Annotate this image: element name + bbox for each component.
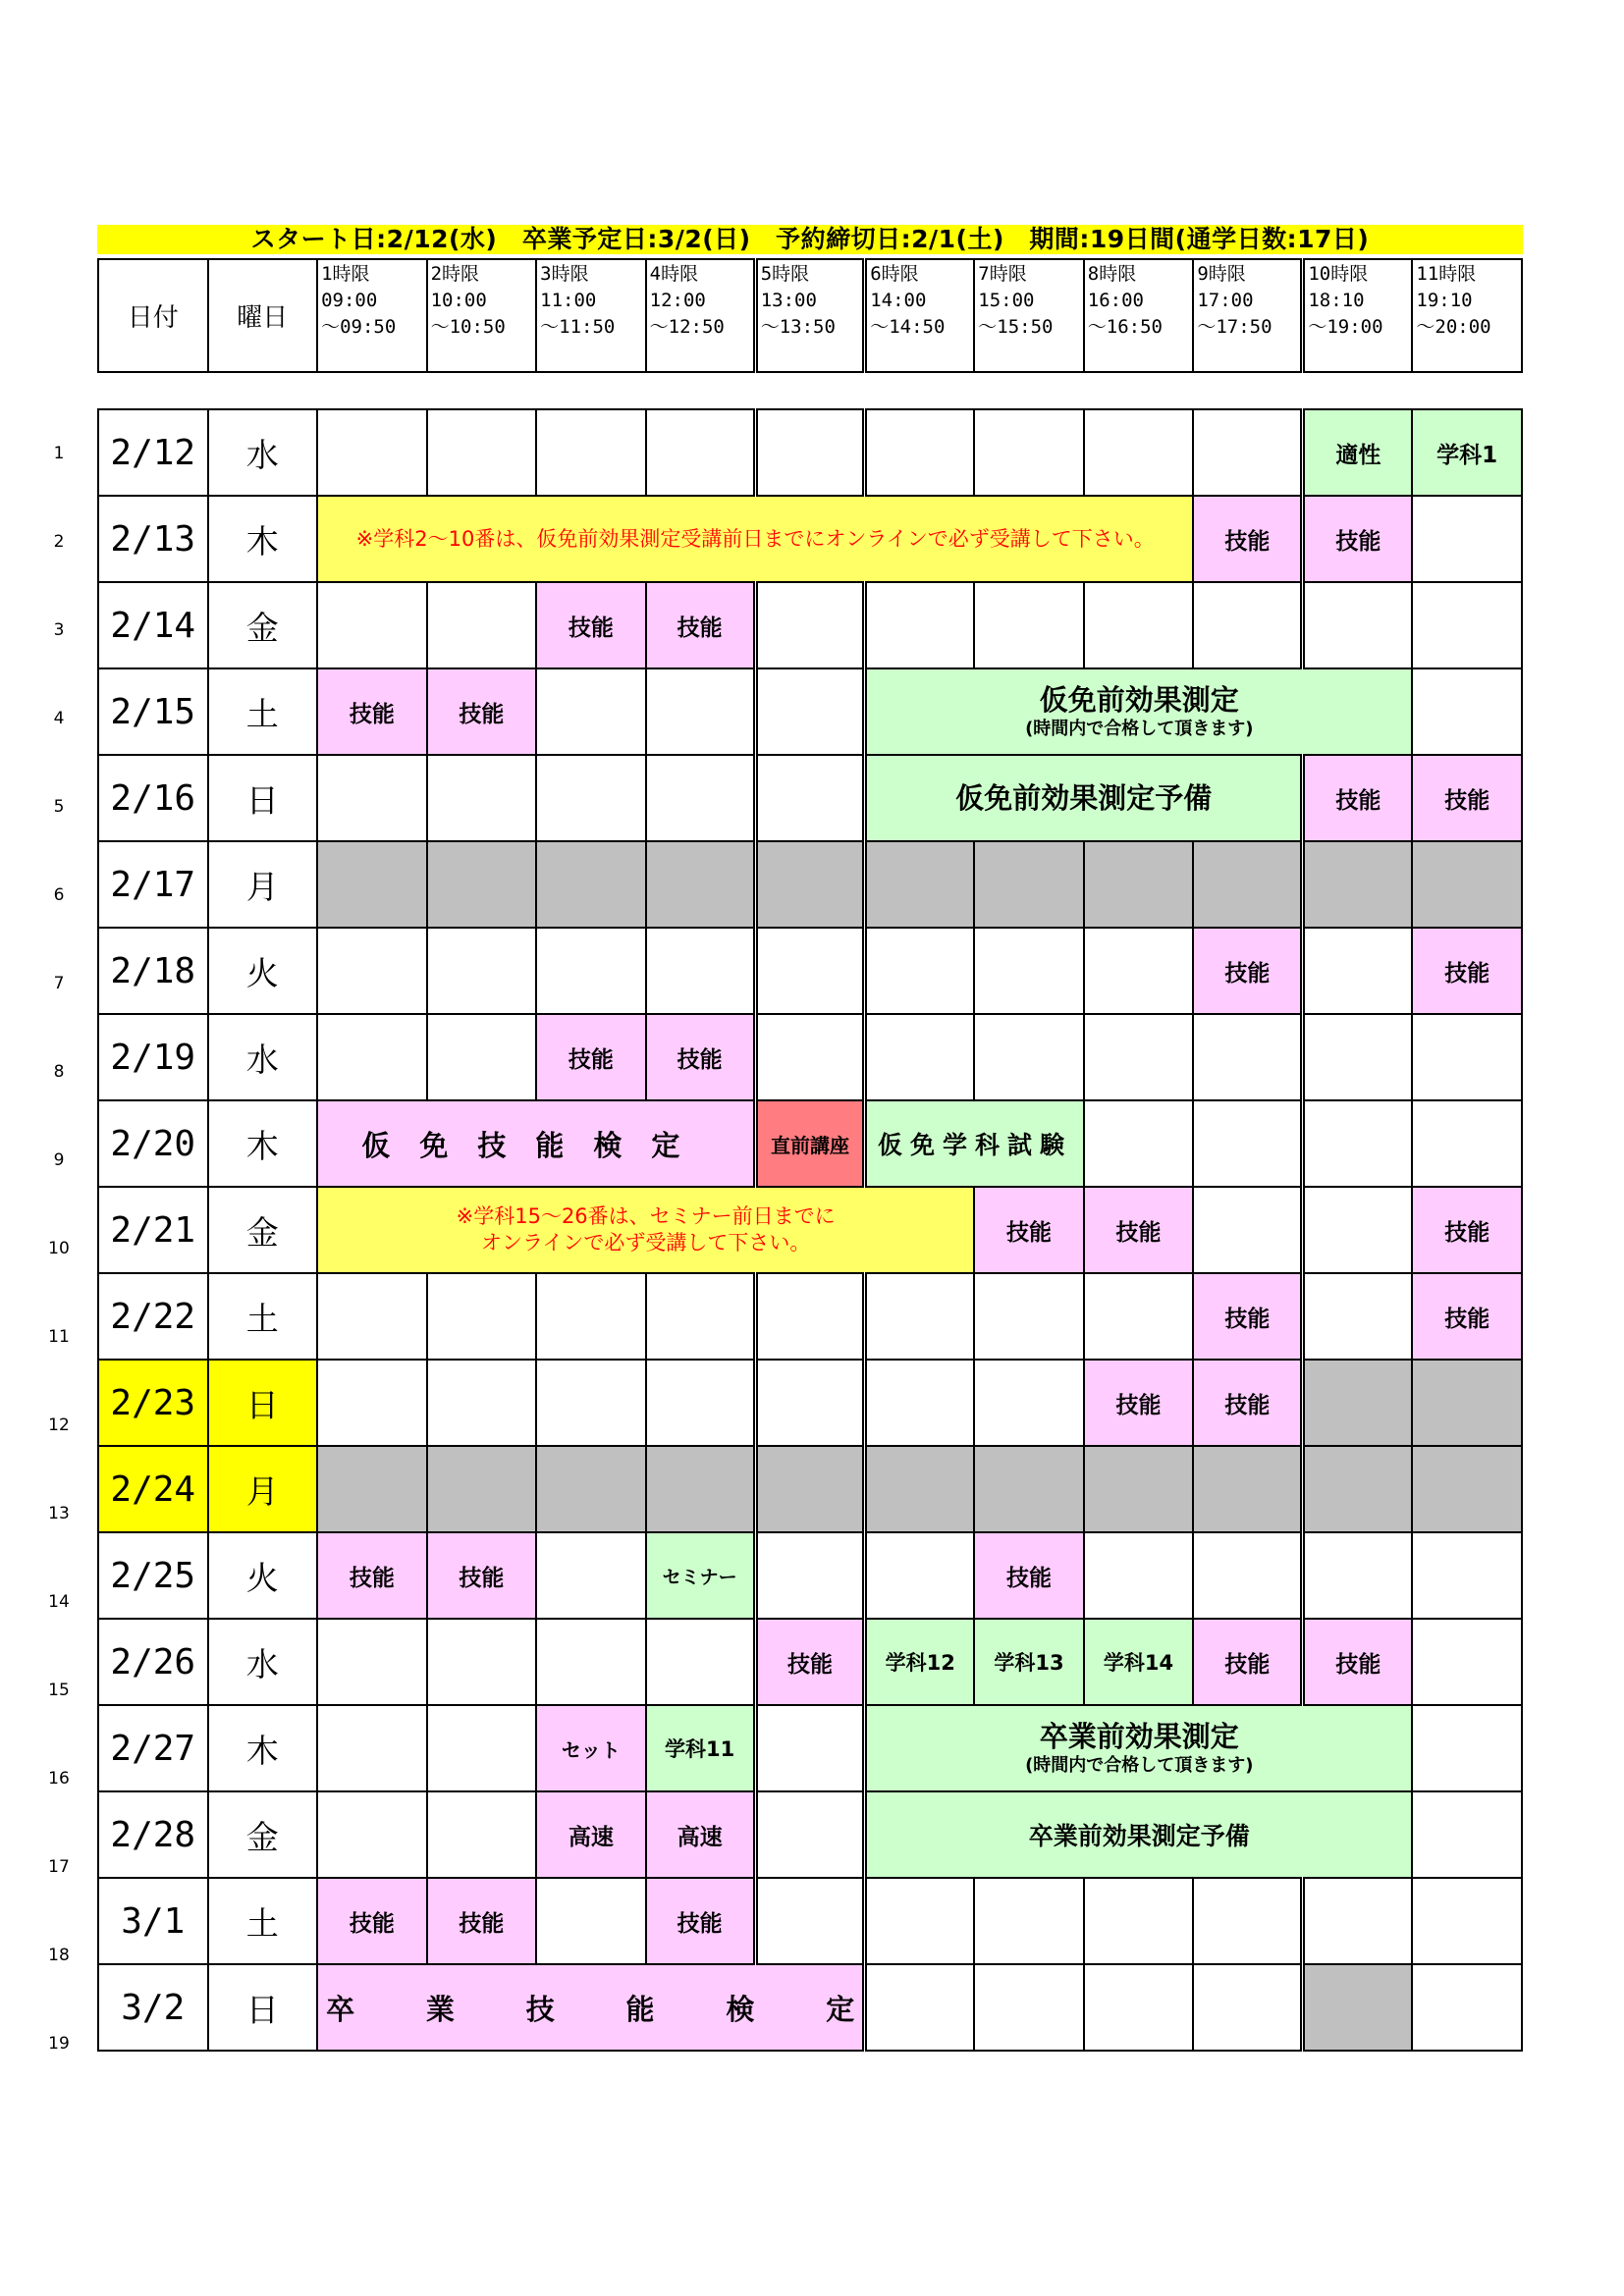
kousoku-slot[interactable]: 高速 xyxy=(646,1791,756,1878)
chokuzen-lecture[interactable]: 直前講座 xyxy=(755,1100,865,1187)
dow-cell: 土 xyxy=(208,1878,318,1964)
closed-slot xyxy=(974,1446,1084,1532)
slot-cell[interactable] xyxy=(1303,1187,1413,1273)
date-cell: 2/27 xyxy=(98,1705,208,1791)
row-number: 1 xyxy=(53,444,65,463)
slot-cell[interactable] xyxy=(536,668,646,755)
table-row xyxy=(98,1964,1522,2051)
closed-slot xyxy=(1412,1360,1522,1446)
dow-cell: 日 xyxy=(208,1964,318,2051)
slot-cell[interactable] xyxy=(755,1273,865,1360)
slot-cell[interactable] xyxy=(974,1273,1084,1360)
row-number: 14 xyxy=(48,1592,70,1612)
row-number: 10 xyxy=(48,1239,70,1258)
table-row xyxy=(98,928,1522,1014)
sotsugyo-effect-test-title: 卒業前効果測定 xyxy=(1039,1720,1239,1753)
row-number: 15 xyxy=(48,1681,70,1700)
slot-cell[interactable] xyxy=(755,1705,865,1791)
closed-slot xyxy=(1193,1446,1303,1532)
sotsugyo-skill-exam-label xyxy=(318,1988,862,2028)
slot-cell[interactable] xyxy=(974,1964,1084,2051)
row-number: 17 xyxy=(48,1857,70,1877)
row-number: 4 xyxy=(53,709,65,728)
table-row xyxy=(98,1100,1522,1187)
ginou-slot[interactable]: 技能 xyxy=(646,582,756,668)
dow-cell: 月 xyxy=(208,841,318,928)
exam-label-char: 定 xyxy=(826,1992,855,2026)
slot-cell[interactable] xyxy=(317,1705,427,1791)
gakka-slot[interactable]: 学科14 xyxy=(1084,1619,1194,1705)
row-number: 13 xyxy=(48,1504,70,1523)
slot-cell[interactable] xyxy=(1412,1878,1522,1964)
slot-cell[interactable] xyxy=(1303,1273,1413,1360)
karimen-skill-exam[interactable]: 仮免技能検定 xyxy=(317,1100,755,1187)
dow-cell: 火 xyxy=(208,1532,318,1619)
table-row xyxy=(98,755,1522,841)
table-row xyxy=(98,1791,1522,1878)
row-number: 16 xyxy=(48,1769,70,1789)
slot-cell[interactable] xyxy=(1084,1878,1194,1964)
slot-cell[interactable] xyxy=(317,1273,427,1360)
schedule-banner: スタート日:2/12(水) 卒業予定日:3/2(日) 予約締切日:2/1(土) 期間:19日間(通学日数:17日) xyxy=(97,225,1523,254)
slot-cell[interactable] xyxy=(755,582,865,668)
karimen-effect-test-title: 仮免前効果測定 xyxy=(1039,683,1239,717)
dow-cell: 金 xyxy=(208,582,318,668)
slot-cell[interactable] xyxy=(1193,1100,1303,1187)
online-notice-1: ※学科2～10番は、仮免前効果測定受講前日までにオンラインで必ず受講して下さい。 xyxy=(317,496,1193,582)
row-number: 19 xyxy=(48,2034,70,2054)
period-3-header: 3時限 11:00 ～11:50 xyxy=(536,259,646,372)
row-number: 11 xyxy=(48,1327,70,1347)
slot-cell[interactable] xyxy=(755,755,865,841)
slot-cell[interactable] xyxy=(427,1619,537,1705)
slot-cell[interactable] xyxy=(1303,1014,1413,1100)
online-notice-2: ※学科15～26番は、セミナー前日までに オンラインで必ず受講して下さい。 xyxy=(317,1187,974,1273)
exam-label-char: 検 xyxy=(726,1992,755,2026)
ginou-slot[interactable]: 技能 xyxy=(646,1014,756,1100)
ginou-slot[interactable]: 技能 xyxy=(1303,496,1413,582)
slot-cell[interactable] xyxy=(1303,1100,1413,1187)
period-8-header: 8時限 16:00 ～16:50 xyxy=(1084,259,1194,372)
row-number: 3 xyxy=(53,620,65,640)
slot-cell[interactable] xyxy=(1193,1014,1303,1100)
gakka-slot[interactable]: 学科12 xyxy=(865,1619,975,1705)
exam-label-char: 技 xyxy=(525,1992,555,2026)
slot-cell[interactable] xyxy=(1084,1964,1194,2051)
exam-label-char: 業 xyxy=(425,1992,455,2026)
karimen-effect-reserve[interactable]: 仮免前効果測定予備 xyxy=(865,755,1303,841)
slot-cell[interactable] xyxy=(317,409,427,496)
ginou-slot[interactable]: 技能 xyxy=(317,668,427,755)
slot-cell[interactable] xyxy=(536,928,646,1014)
slot-cell[interactable] xyxy=(536,755,646,841)
table-row xyxy=(98,1187,1522,1273)
slot-cell[interactable] xyxy=(755,928,865,1014)
period-header-table xyxy=(97,258,1523,373)
slot-cell[interactable] xyxy=(1303,928,1413,1014)
slot-cell[interactable] xyxy=(427,409,537,496)
ginou-slot[interactable]: 技能 xyxy=(974,1532,1084,1619)
slot-cell[interactable] xyxy=(1412,668,1522,755)
closed-slot xyxy=(755,1446,865,1532)
ginou-slot[interactable]: 技能 xyxy=(1412,755,1522,841)
slot-cell[interactable] xyxy=(427,1014,537,1100)
ginou-slot[interactable]: 技能 xyxy=(317,1878,427,1964)
ginou-slot[interactable]: 技能 xyxy=(536,1014,646,1100)
ginou-slot[interactable]: 技能 xyxy=(1303,755,1413,841)
slot-cell[interactable] xyxy=(755,409,865,496)
period-5-header: 5時限 13:00 ～13:50 xyxy=(755,259,865,372)
dow-cell: 水 xyxy=(208,1014,318,1100)
row-number: 12 xyxy=(48,1415,70,1435)
date-cell: 2/28 xyxy=(98,1791,208,1878)
slot-cell[interactable] xyxy=(865,1532,975,1619)
date-cell: 3/2 xyxy=(98,1964,208,2051)
closed-slot xyxy=(1412,1446,1522,1532)
slot-cell[interactable] xyxy=(755,1791,865,1878)
slot-cell[interactable] xyxy=(974,582,1084,668)
slot-cell[interactable] xyxy=(1193,1964,1303,2051)
dow-cell: 木 xyxy=(208,496,318,582)
slot-cell[interactable] xyxy=(427,1791,537,1878)
ginou-slot[interactable]: 技能 xyxy=(427,1878,537,1964)
ginou-slot[interactable]: 技能 xyxy=(427,668,537,755)
ginou-slot[interactable]: 技能 xyxy=(1193,1360,1303,1446)
closed-slot xyxy=(865,1446,975,1532)
closed-slot xyxy=(1303,1446,1413,1532)
closed-slot xyxy=(317,841,427,928)
karimen-effect-test-note: (時間内で合格して頂きます) xyxy=(1025,719,1254,739)
closed-slot xyxy=(755,841,865,928)
row-number: 18 xyxy=(48,1946,70,1965)
exam-label-char: 能 xyxy=(625,1992,655,2026)
date-cell: 2/14 xyxy=(98,582,208,668)
slot-cell[interactable] xyxy=(646,755,756,841)
date-cell: 2/21 xyxy=(98,1187,208,1273)
slot-cell[interactable] xyxy=(646,928,756,1014)
slot-cell[interactable] xyxy=(1412,1100,1522,1187)
col-date-header: 日付 xyxy=(98,259,208,372)
tekisei-slot[interactable]: 適性 xyxy=(1303,409,1413,496)
karimen-effect-test[interactable] xyxy=(865,668,1413,755)
period-10-header: 10時限 18:10 ～19:00 xyxy=(1303,259,1413,372)
slot-cell[interactable] xyxy=(317,928,427,1014)
closed-slot xyxy=(1193,841,1303,928)
date-cell: 2/16 xyxy=(98,755,208,841)
gakka-slot[interactable]: 学科11 xyxy=(646,1705,756,1791)
table-row xyxy=(98,1273,1522,1360)
slot-cell[interactable] xyxy=(974,928,1084,1014)
dow-cell: 月 xyxy=(208,1446,318,1532)
slot-cell[interactable] xyxy=(974,409,1084,496)
ginou-slot[interactable]: 技能 xyxy=(1084,1360,1194,1446)
closed-slot xyxy=(317,1446,427,1532)
ginou-slot[interactable]: 技能 xyxy=(1193,1273,1303,1360)
slot-cell[interactable] xyxy=(646,1619,756,1705)
date-cell: 2/13 xyxy=(98,496,208,582)
ginou-slot[interactable]: 技能 xyxy=(755,1619,865,1705)
col-dow-header: 曜日 xyxy=(208,259,318,372)
dow-cell: 木 xyxy=(208,1100,318,1187)
closed-slot xyxy=(1084,1446,1194,1532)
closed-slot xyxy=(1412,841,1522,928)
date-cell: 2/17 xyxy=(98,841,208,928)
slot-cell[interactable] xyxy=(1084,582,1194,668)
slot-cell[interactable] xyxy=(317,582,427,668)
row-number: 5 xyxy=(53,797,65,817)
period-11-header: 11時限 19:10 ～20:00 xyxy=(1412,259,1522,372)
karimen-written-exam[interactable]: 仮免学科試験 xyxy=(865,1100,1084,1187)
slot-cell[interactable] xyxy=(865,1878,975,1964)
slot-cell[interactable] xyxy=(1412,1791,1522,1878)
slot-cell[interactable] xyxy=(1412,1705,1522,1791)
slot-cell[interactable] xyxy=(865,582,975,668)
sotsugyo-skill-exam[interactable] xyxy=(317,1964,865,2051)
slot-cell[interactable] xyxy=(427,1705,537,1791)
slot-cell[interactable] xyxy=(427,928,537,1014)
period-6-header: 6時限 14:00 ～14:50 xyxy=(865,259,975,372)
slot-cell[interactable] xyxy=(755,1532,865,1619)
ginou-slot[interactable]: 技能 xyxy=(1303,1619,1413,1705)
closed-slot xyxy=(1303,1360,1413,1446)
slot-cell[interactable] xyxy=(427,582,537,668)
slot-cell[interactable] xyxy=(317,1014,427,1100)
dow-cell: 水 xyxy=(208,1619,318,1705)
sotsugyo-effect-reserve[interactable]: 卒業前効果測定予備 xyxy=(865,1791,1413,1878)
closed-slot xyxy=(646,841,756,928)
sotsugyo-effect-test[interactable] xyxy=(865,1705,1413,1791)
slot-cell[interactable] xyxy=(865,1273,975,1360)
date-cell: 2/23 xyxy=(98,1360,208,1446)
ginou-slot[interactable]: 技能 xyxy=(1412,928,1522,1014)
set-slot[interactable]: セット xyxy=(536,1705,646,1791)
ginou-slot[interactable]: 技能 xyxy=(1193,928,1303,1014)
dow-cell: 日 xyxy=(208,1360,318,1446)
date-cell: 2/25 xyxy=(98,1532,208,1619)
slot-cell[interactable] xyxy=(536,1619,646,1705)
slot-cell[interactable] xyxy=(865,409,975,496)
slot-cell[interactable] xyxy=(536,1360,646,1446)
slot-cell[interactable] xyxy=(646,1360,756,1446)
ginou-slot[interactable]: 技能 xyxy=(1412,1273,1522,1360)
dow-cell: 土 xyxy=(208,1273,318,1360)
date-cell: 2/20 xyxy=(98,1100,208,1187)
slot-cell[interactable] xyxy=(1084,1014,1194,1100)
slot-cell[interactable] xyxy=(427,755,537,841)
dow-cell: 木 xyxy=(208,1705,318,1791)
slot-cell[interactable] xyxy=(1193,582,1303,668)
closed-slot xyxy=(1303,841,1413,928)
slot-cell[interactable] xyxy=(1084,1532,1194,1619)
slot-cell[interactable] xyxy=(1412,496,1522,582)
slot-cell[interactable] xyxy=(1193,409,1303,496)
slot-cell[interactable] xyxy=(536,1273,646,1360)
table-row xyxy=(98,841,1522,928)
closed-slot xyxy=(1084,841,1194,928)
table-row xyxy=(98,496,1522,582)
slot-cell[interactable] xyxy=(427,1360,537,1446)
closed-slot xyxy=(536,841,646,928)
ginou-slot[interactable]: 技能 xyxy=(317,1532,427,1619)
closed-slot xyxy=(646,1446,756,1532)
slot-cell[interactable] xyxy=(1412,1014,1522,1100)
slot-cell[interactable] xyxy=(865,1360,975,1446)
closed-slot xyxy=(427,1446,537,1532)
slot-cell[interactable] xyxy=(317,755,427,841)
slot-cell[interactable] xyxy=(317,1791,427,1878)
date-cell: 2/24 xyxy=(98,1446,208,1532)
closed-slot xyxy=(1303,1964,1413,2051)
date-cell: 2/26 xyxy=(98,1619,208,1705)
closed-slot xyxy=(536,1446,646,1532)
dow-cell: 土 xyxy=(208,668,318,755)
ginou-slot[interactable]: 技能 xyxy=(1193,496,1303,582)
dow-cell: 水 xyxy=(208,409,318,496)
table-row xyxy=(98,1705,1522,1791)
date-cell: 2/22 xyxy=(98,1273,208,1360)
period-7-header: 7時限 15:00 ～15:50 xyxy=(974,259,1084,372)
ginou-slot[interactable]: 技能 xyxy=(536,582,646,668)
dow-cell: 火 xyxy=(208,928,318,1014)
closed-slot xyxy=(427,841,537,928)
closed-slot xyxy=(865,841,975,928)
table-row xyxy=(98,668,1522,755)
slot-cell[interactable] xyxy=(1303,582,1413,668)
dow-cell: 日 xyxy=(208,755,318,841)
slot-cell[interactable] xyxy=(1193,1878,1303,1964)
period-1-header: 1時限 09:00 ～09:50 xyxy=(317,259,427,372)
table-row xyxy=(98,1014,1522,1100)
slot-cell[interactable] xyxy=(317,1360,427,1446)
ginou-slot[interactable]: 技能 xyxy=(1412,1187,1522,1273)
gakka-slot[interactable]: 学科13 xyxy=(974,1619,1084,1705)
table-row xyxy=(98,1878,1522,1964)
period-9-header: 9時限 17:00 ～17:50 xyxy=(1193,259,1303,372)
slot-cell[interactable] xyxy=(1412,1532,1522,1619)
row-number: 9 xyxy=(53,1150,65,1170)
kousoku-slot[interactable]: 高速 xyxy=(536,1791,646,1878)
slot-cell[interactable] xyxy=(755,1014,865,1100)
table-row xyxy=(98,1619,1522,1705)
slot-cell[interactable] xyxy=(755,1878,865,1964)
ginou-slot[interactable]: 技能 xyxy=(646,1878,756,1964)
slot-cell[interactable] xyxy=(1412,1619,1522,1705)
slot-cell[interactable] xyxy=(974,1014,1084,1100)
period-2-header: 2時限 10:00 ～10:50 xyxy=(427,259,537,372)
schedule-table xyxy=(97,408,1523,2052)
slot-cell[interactable] xyxy=(427,1273,537,1360)
period-4-header: 4時限 12:00 ～12:50 xyxy=(646,259,756,372)
slot-cell[interactable] xyxy=(974,1878,1084,1964)
slot-cell[interactable] xyxy=(536,409,646,496)
date-cell: 2/18 xyxy=(98,928,208,1014)
slot-cell[interactable] xyxy=(646,668,756,755)
seminar-slot[interactable]: セミナー xyxy=(646,1532,756,1619)
row-number: 2 xyxy=(53,532,65,552)
slot-cell[interactable] xyxy=(317,1619,427,1705)
table-row xyxy=(98,409,1522,496)
ginou-slot[interactable]: 技能 xyxy=(1084,1187,1194,1273)
slot-cell[interactable] xyxy=(755,1360,865,1446)
dow-cell: 金 xyxy=(208,1187,318,1273)
table-row xyxy=(98,1532,1522,1619)
date-cell: 3/1 xyxy=(98,1878,208,1964)
table-row xyxy=(98,1446,1522,1532)
slot-cell[interactable] xyxy=(1084,928,1194,1014)
slot-cell[interactable] xyxy=(865,1014,975,1100)
date-cell: 2/15 xyxy=(98,668,208,755)
exam-label-char: 卒 xyxy=(326,1992,355,2026)
dow-cell: 金 xyxy=(208,1791,318,1878)
ginou-slot[interactable]: 技能 xyxy=(974,1187,1084,1273)
slot-cell[interactable] xyxy=(1084,409,1194,496)
slot-cell[interactable] xyxy=(1193,1187,1303,1273)
slot-cell[interactable] xyxy=(974,1360,1084,1446)
slot-cell[interactable] xyxy=(1412,1964,1522,2051)
slot-cell[interactable] xyxy=(865,928,975,1014)
date-cell: 2/12 xyxy=(98,409,208,496)
slot-cell[interactable] xyxy=(646,409,756,496)
date-cell: 2/19 xyxy=(98,1014,208,1100)
slot-cell[interactable] xyxy=(646,1273,756,1360)
slot-cell[interactable] xyxy=(1193,1532,1303,1619)
slot-cell[interactable] xyxy=(536,1878,646,1964)
row-number: 8 xyxy=(53,1062,65,1082)
slot-cell[interactable] xyxy=(1303,1878,1413,1964)
table-row xyxy=(98,1360,1522,1446)
slot-cell[interactable] xyxy=(536,1532,646,1619)
ginou-slot[interactable]: 技能 xyxy=(1193,1619,1303,1705)
slot-cell[interactable] xyxy=(755,668,865,755)
ginou-slot[interactable]: 技能 xyxy=(427,1532,537,1619)
sotsugyo-effect-test-note: (時間内で合格して頂きます) xyxy=(1025,1755,1254,1776)
table-row xyxy=(98,582,1522,668)
gakka-slot[interactable]: 学科1 xyxy=(1412,409,1522,496)
slot-cell[interactable] xyxy=(865,1964,975,2051)
row-number: 7 xyxy=(53,974,65,993)
slot-cell[interactable] xyxy=(1084,1100,1194,1187)
closed-slot xyxy=(974,841,1084,928)
slot-cell[interactable] xyxy=(1412,582,1522,668)
row-number: 6 xyxy=(53,885,65,905)
slot-cell[interactable] xyxy=(1084,1273,1194,1360)
slot-cell[interactable] xyxy=(1303,1532,1413,1619)
